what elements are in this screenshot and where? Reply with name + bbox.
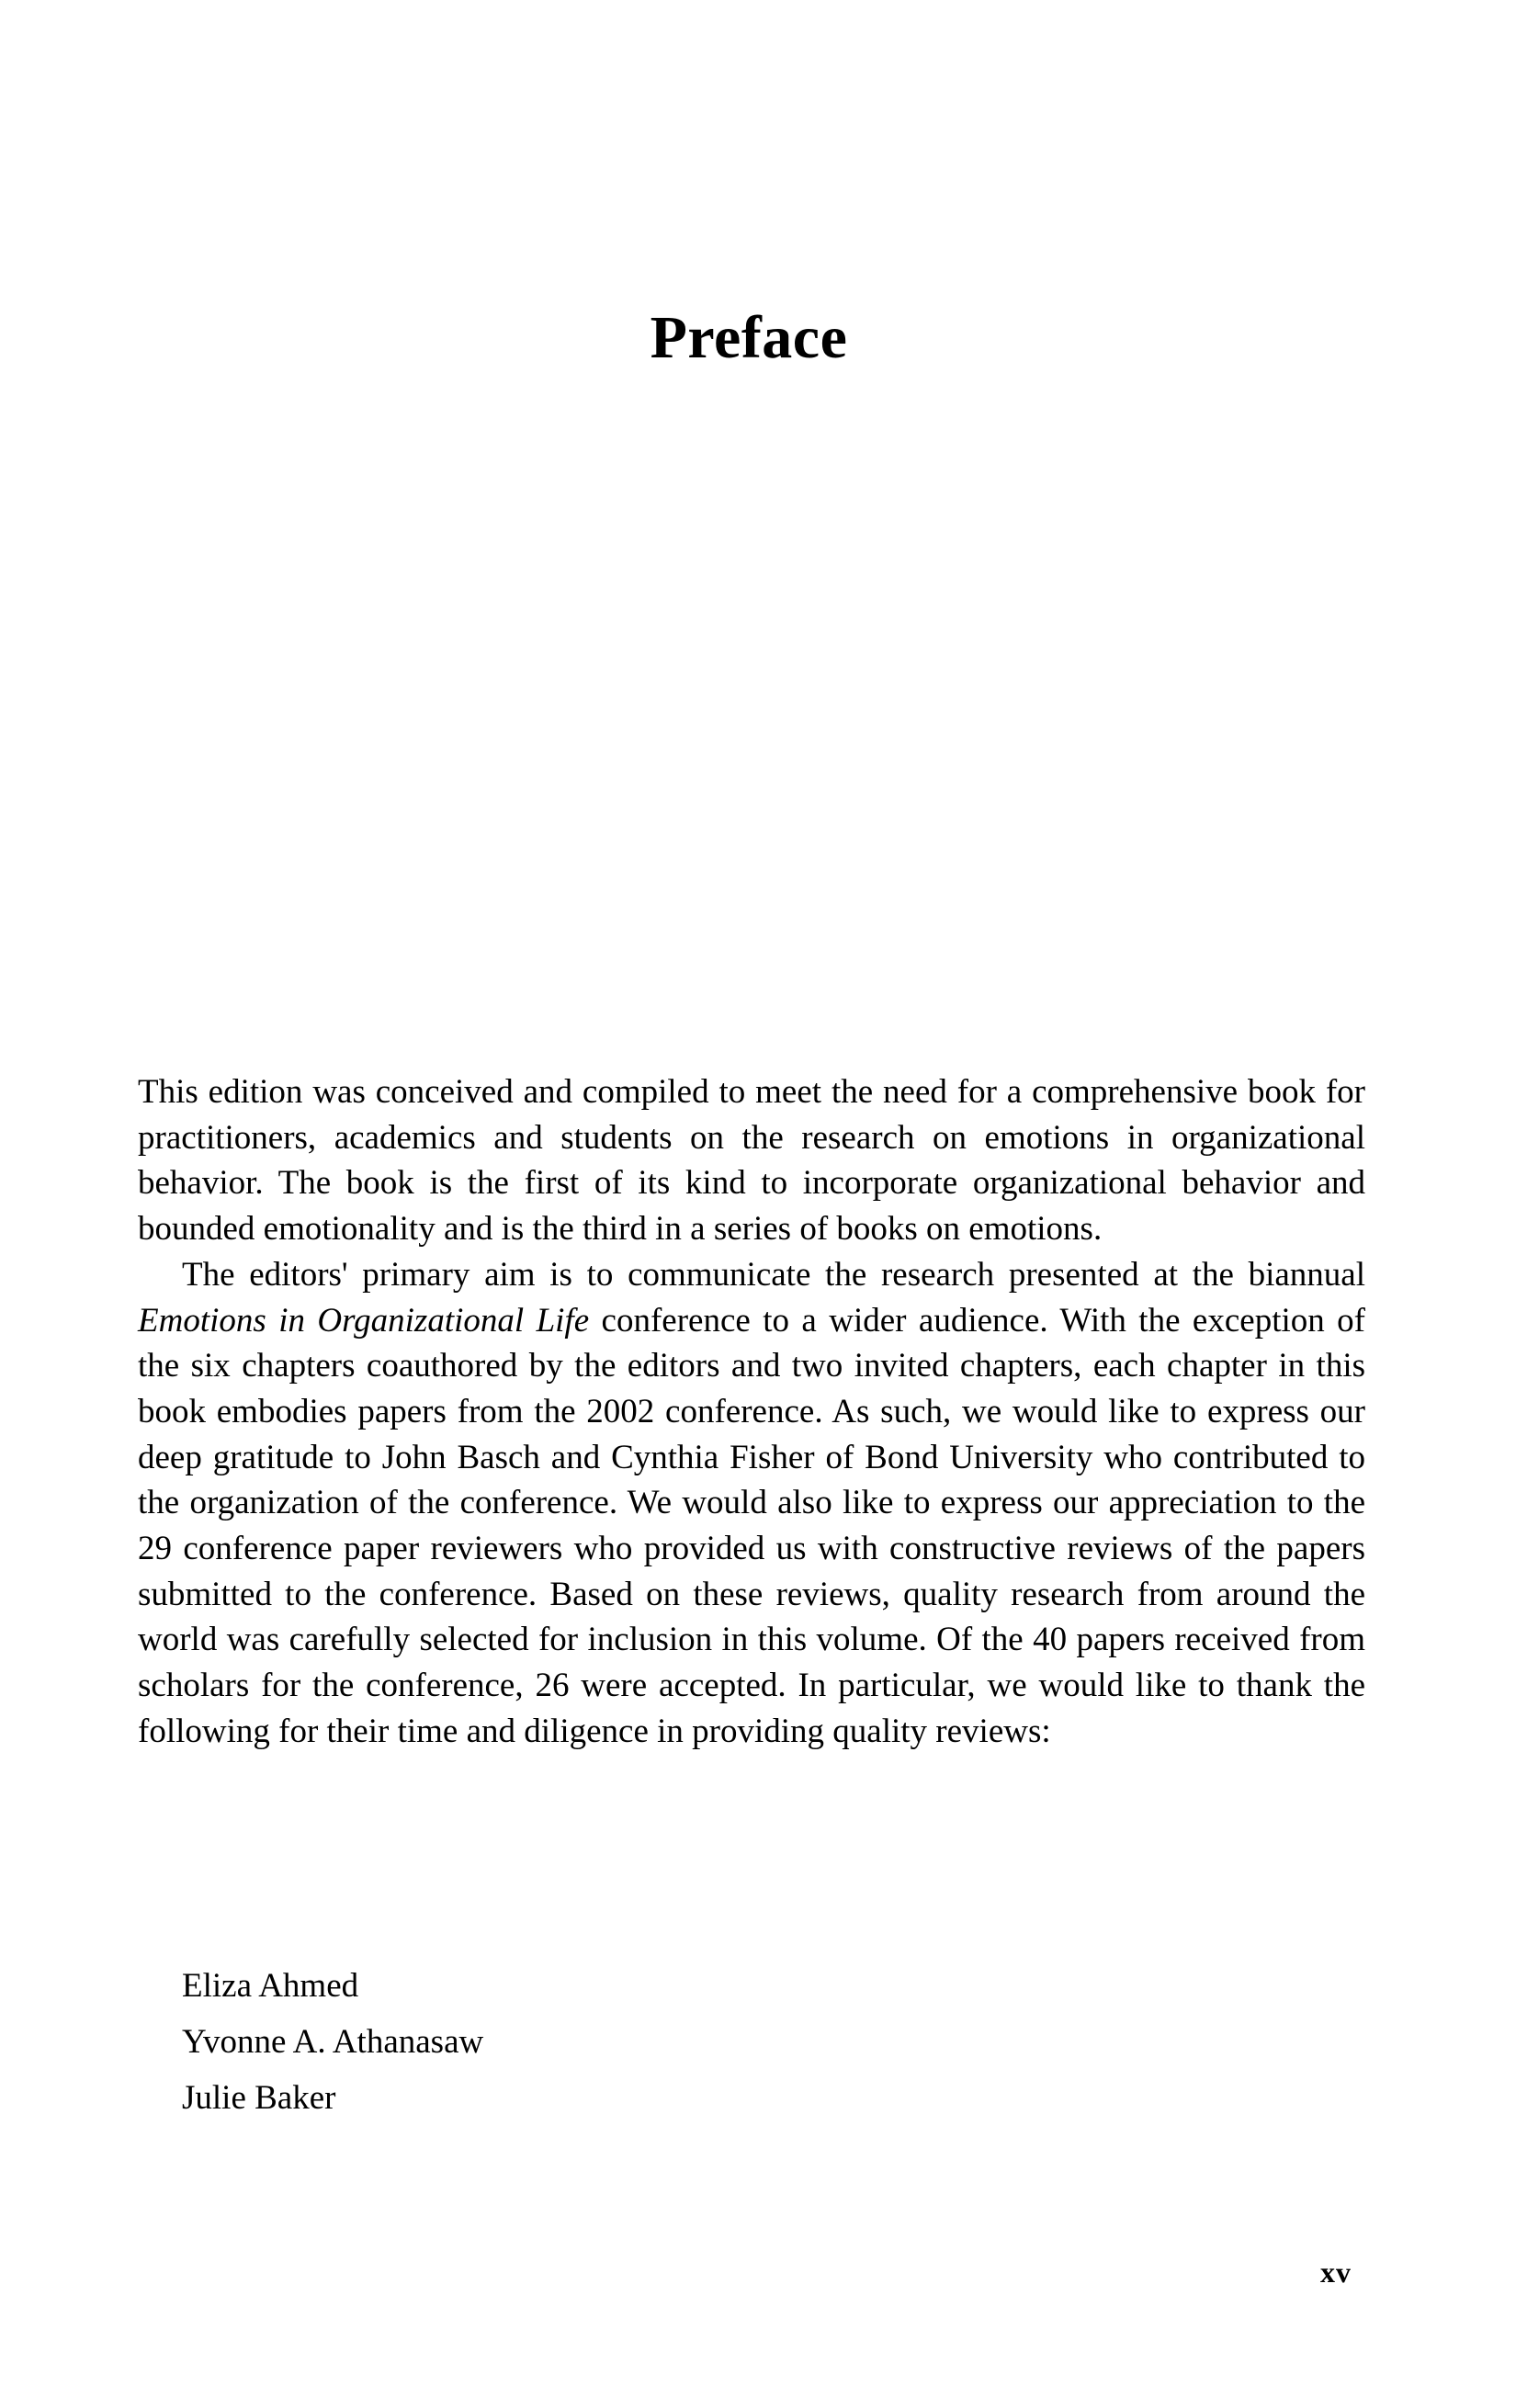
- preface-body: [138, 1069, 1365, 1755]
- paragraph-intro: This edition was conceived and compiled to meet the need for a comprehensive book for practitioners, academics and students on the research on emotions in organizational behavior. The book is the first of its kind to incorporate organizational behavior and bounded emotionality and is the third in a series of books on emotions.: [138, 1073, 1365, 1249]
- paragraph-aims-text-end: conference to a wider audience. With the exception of the six chapters coauthored by the editors and two invited chapters, each chapter in this book embodies papers from the 2002 conference. As such, we would like to express our deep gratitude to John Basch and Cynthia Fisher of Bond University who contributed to the organization of the conference. We would also like to express our appreciation to the 29 conference paper reviewers who provided us with constructive reviews of the papers submitted to the conference. Based on these reviews, quality research from around the world was carefully selected for inclusion in this volume. Of the 40 papers received from scholars for the conference, 26 were accepted. In particular, we would like to thank the following for their time and diligence in providing quality reviews:: [138, 1301, 1365, 1750]
- paragraph-aims-text-start: The editors' primary aim is to communicate the research presented at the biannual: [182, 1255, 1365, 1294]
- reviewer-name: Eliza Ahmed: [182, 1967, 359, 2005]
- paragraph-aims: [138, 1252, 1365, 1755]
- conference-name: Emotions in Organizational Life: [138, 1301, 590, 1340]
- reviewer-name: Yvonne A. Athanasaw: [182, 2023, 484, 2061]
- reviewer-list: [182, 1958, 483, 2126]
- page-number: xv: [1320, 2255, 1352, 2289]
- page-title: Preface: [650, 304, 848, 372]
- reviewer-name: Julie Baker: [182, 2079, 336, 2117]
